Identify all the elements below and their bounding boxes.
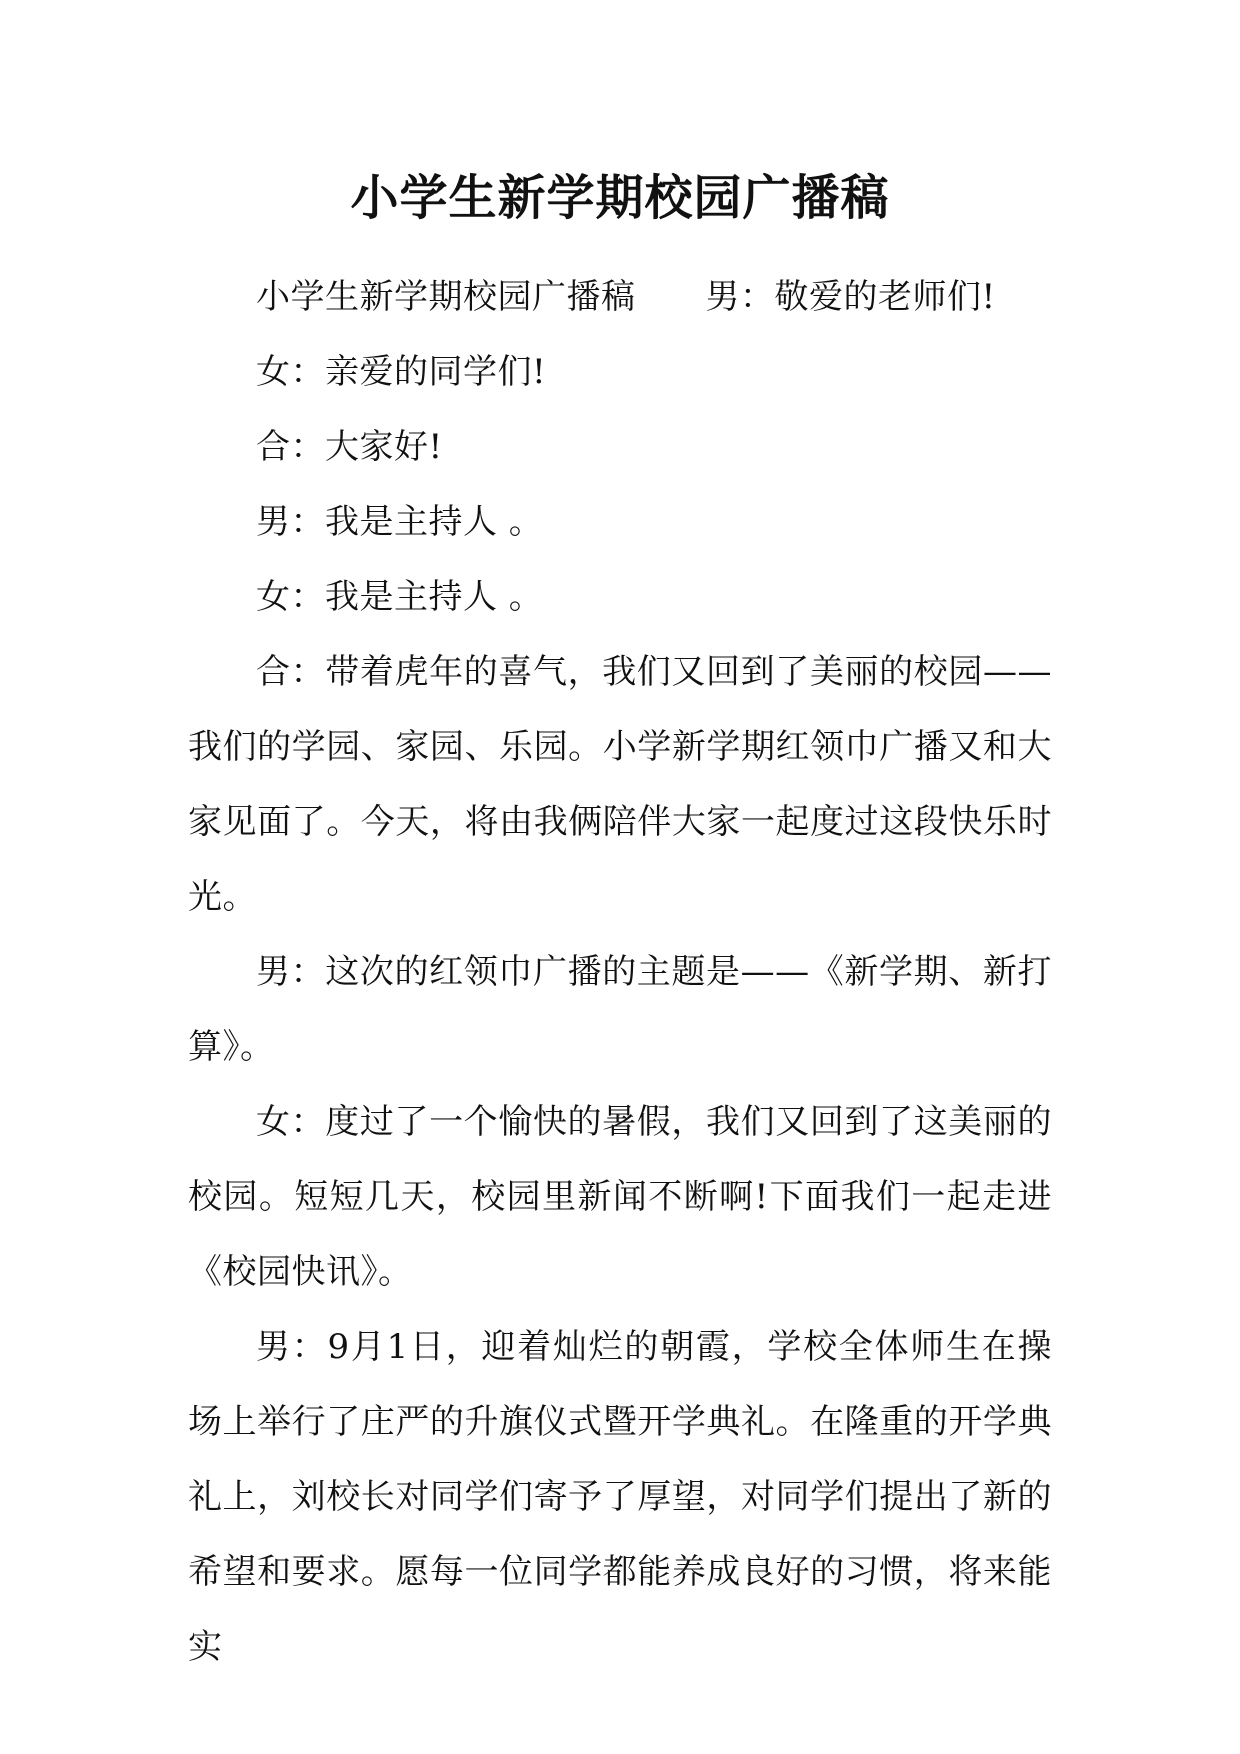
intro-title-echo: 小学生新学期校园广播稿 [256,277,636,317]
paragraph-host-female: 女：我是主持人 。 [256,577,544,617]
intro-paragraph [188,260,1052,335]
paragraph-theme: 男：这次的红领巾广播的主题是——《新学期、新打算》。 [188,952,1052,1067]
paragraph-opening: 合：带着虎年的喜气，我们又回到了美丽的校园——我们的学园、家园、乐园。小学新学期红领巾广播又和大家见面了。今天，将由我俩陪伴大家一起度过这段快乐时光。 [188,652,1052,917]
paragraph-greeting-students: 女：亲爱的同学们! [256,352,547,392]
document-body [188,260,1052,1685]
intro-greeting-teachers: 男：敬爱的老师们! [705,277,996,317]
paragraph-hello-all: 合：大家好! [256,427,443,467]
paragraph-campus-news: 女：度过了一个愉快的暑假，我们又回到了这美丽的校园。短短几天，校园里新闻不断啊!下面我们一起走进《校园快讯》。 [188,1102,1052,1292]
paragraph-flag-ceremony: 男：9月1日，迎着灿烂的朝霞，学校全体师生在操场上举行了庄严的升旗仪式暨开学典礼。在隆重的开学典礼上，刘校长对同学们寄予了厚望，对同学们提出了新的希望和要求。愿每一位同学都能养成良好的习惯，将来能实 [188,1327,1052,1667]
paragraph-host-male: 男：我是主持人 。 [256,502,544,542]
document-title: 小学生新学期校园广播稿 [350,170,890,226]
